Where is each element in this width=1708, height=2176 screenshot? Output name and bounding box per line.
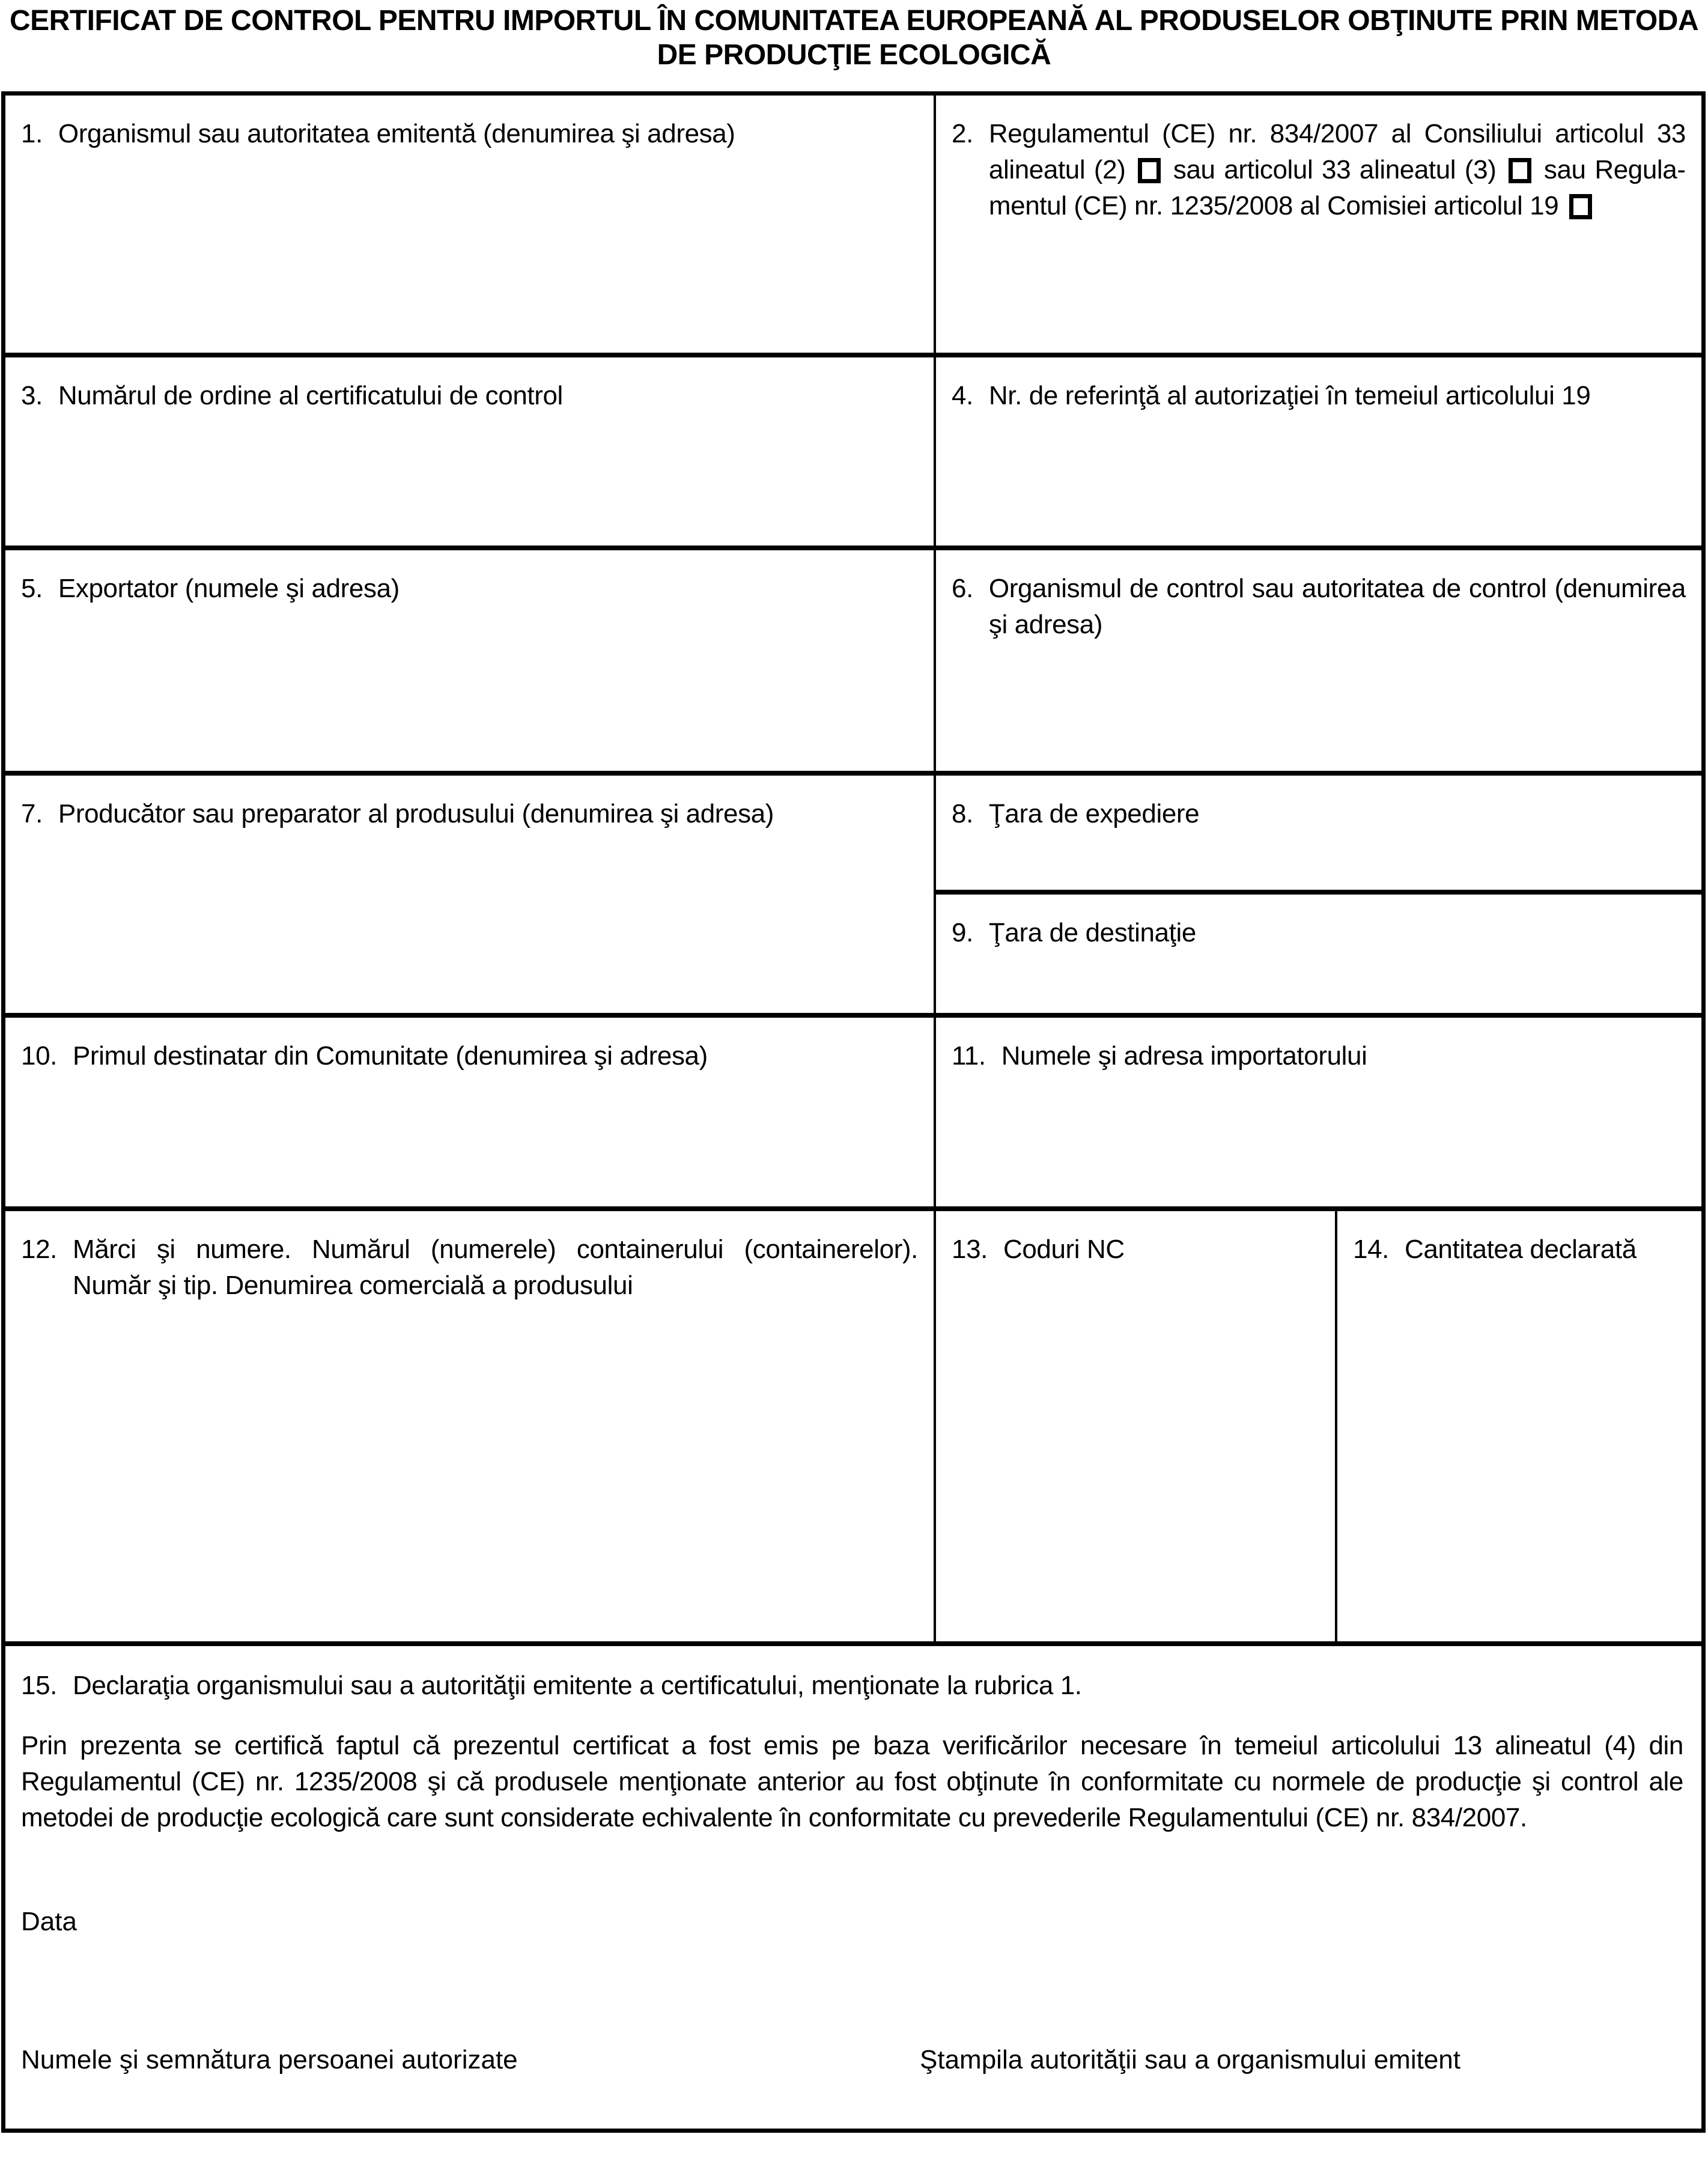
cell-8-label [952, 796, 1686, 832]
cell-12-text: Mărci şi numere. Numărul (numerele) containerului (containerelor). Număr şi tip. Denumirea comercială a produsului [72, 1235, 918, 1300]
cell-12-marks-and-numbers [5, 1211, 934, 1641]
cell-10-text: Primul destinatar din Comunitate (denumirea şi adresa) [72, 1041, 708, 1071]
cell-2-label [952, 116, 1686, 224]
cell-1-issuing-body [5, 96, 934, 353]
cell-11-number: 11. [952, 1041, 986, 1071]
row-7 [5, 1641, 1701, 2129]
cell-10-first-consignee [5, 1018, 934, 1206]
cell-1-label [21, 116, 918, 152]
cell-9-country-of-destination [936, 890, 1701, 1013]
cell-5-exporter [5, 550, 934, 771]
cells-8-9-column [934, 776, 1701, 1013]
cell-14-declared-quantity [1335, 1211, 1701, 1641]
cell-15-text: Declaraţia organismului sau a autorităţii emitente a certificatului, menţionate la rubrica 1. [72, 1671, 1082, 1700]
cell-4-authorisation-reference [934, 357, 1701, 546]
cell-9-label [952, 915, 1686, 951]
cell-1-number: 1. [21, 119, 43, 148]
cell-6-control-body [934, 550, 1701, 771]
cell-2-segment-2: sau articolul 33 alineatul (3) [1173, 155, 1497, 184]
issuing-authority-stamp-label: Ştampila autorităţii sau a organismului emitent [920, 2045, 1461, 2074]
cell-3-text: Numărul de ordine al certificatului de control [58, 381, 563, 410]
cell-2-text [989, 116, 1686, 224]
cell-13-label [952, 1232, 1319, 1268]
cell-9-text: Ţara de destinaţie [988, 918, 1196, 947]
cell-2-number: 2. [952, 119, 973, 148]
cell-15-label [21, 1668, 1683, 1704]
row-2 [5, 353, 1701, 546]
cell-3-number: 3. [21, 381, 43, 410]
cell-9-number: 9. [952, 918, 973, 947]
article-33-3-checkbox[interactable] [1509, 158, 1531, 183]
cell-11-importer [934, 1018, 1701, 1206]
cell-15-number: 15. [21, 1671, 57, 1700]
cell-13-text: Coduri NC [1003, 1235, 1125, 1264]
cell-13-cn-codes [934, 1211, 1335, 1641]
cell-5-number: 5. [21, 574, 43, 603]
cell-13-number: 13. [952, 1235, 988, 1264]
cell-5-text: Exportator (numele şi adresa) [58, 574, 400, 603]
page-title: CERTIFICAT DE CONTROL PENTRU IMPORTUL ÎN COMUNITATEA EUROPEANĂ AL PRODUSELOR OBŢINUTE PRIN METODA DE PRODUCŢIE ECOLOGICĂ [9, 5, 1699, 71]
article-19-checkbox[interactable] [1569, 194, 1592, 219]
cell-10-label [21, 1038, 918, 1074]
cell-2-segment-1: Regulamentul (CE) nr. 834/2007 al Consiliului articolul 33 alineatul (2) [988, 119, 1686, 184]
authorized-person-signature-label: Numele şi semnătura persoanei autorizate [21, 2045, 518, 2074]
cell-14-text: Cantitatea declarată [1404, 1235, 1637, 1264]
cell-3-certificate-serial-number [5, 357, 934, 546]
row-3 [5, 546, 1701, 771]
cell-11-text: Numele şi adresa importatorului [1001, 1041, 1367, 1071]
cell-4-text: Nr. de referinţă al autorizaţiei în temeiul articolului 19 [988, 381, 1591, 410]
row-1 [5, 96, 1701, 353]
cell-8-number: 8. [952, 799, 973, 828]
cell-2-regulation [934, 96, 1701, 353]
cell-6-label [952, 571, 1686, 643]
cell-15-declaration [5, 1646, 1701, 2129]
cell-12-number: 12. [21, 1235, 57, 1264]
cell-4-number: 4. [952, 381, 973, 410]
cell-14-label [1353, 1232, 1686, 1268]
certificate-form-table [1, 91, 1706, 2133]
cell-7-number: 7. [21, 799, 43, 828]
row-6 [5, 1206, 1701, 1641]
cell-5-label [21, 571, 918, 607]
signature-stamp-row [21, 2042, 1683, 2078]
date-label: Data [21, 1907, 77, 1936]
declaration-paragraph: Prin prezenta se certifică faptul că prezentul certificat a fost emis pe baza verificărilor necesare în temeiul articolului 13 alineatul (4) din Regulamentul (CE) nr. 1235/2008 şi că produsele menţionate anterior au fost obţinute în conformitate cu normele de producţie şi control ale metodei de producţie ecologică care sunt considerate echivalente în conformitate cu prevederile Regulamentului (CE) nr. 834/2007. [21, 1731, 1683, 1832]
cell-7-label [21, 796, 918, 832]
cell-3-label [21, 378, 918, 414]
article-33-2-checkbox[interactable] [1138, 158, 1161, 183]
cell-4-label [952, 378, 1686, 414]
cell-11-label [952, 1038, 1686, 1074]
cell-1-text: Organismul sau autoritatea emitentă (denumirea şi adresa) [58, 119, 735, 148]
cell-7-text: Producător sau preparator al produsului (denumirea şi adresa) [58, 799, 774, 828]
row-5 [5, 1013, 1701, 1206]
cell-12-label [21, 1232, 918, 1304]
cell-8-text: Ţara de expediere [988, 799, 1200, 828]
row-4 [5, 771, 1701, 1013]
cell-10-number: 10. [21, 1041, 57, 1071]
cell-7-producer [5, 776, 934, 1013]
cell-6-number: 6. [952, 574, 973, 603]
cell-8-country-of-dispatch [936, 776, 1701, 890]
cell-2-segment-3: sau Regulamentul (CE) nr. 1235/2008 al Comisiei articolul 19 [988, 155, 1686, 220]
cell-6-text: Organismul de control sau autoritatea de control (denumirea şi adresa) [988, 574, 1686, 639]
cell-14-number: 14. [1353, 1235, 1389, 1264]
